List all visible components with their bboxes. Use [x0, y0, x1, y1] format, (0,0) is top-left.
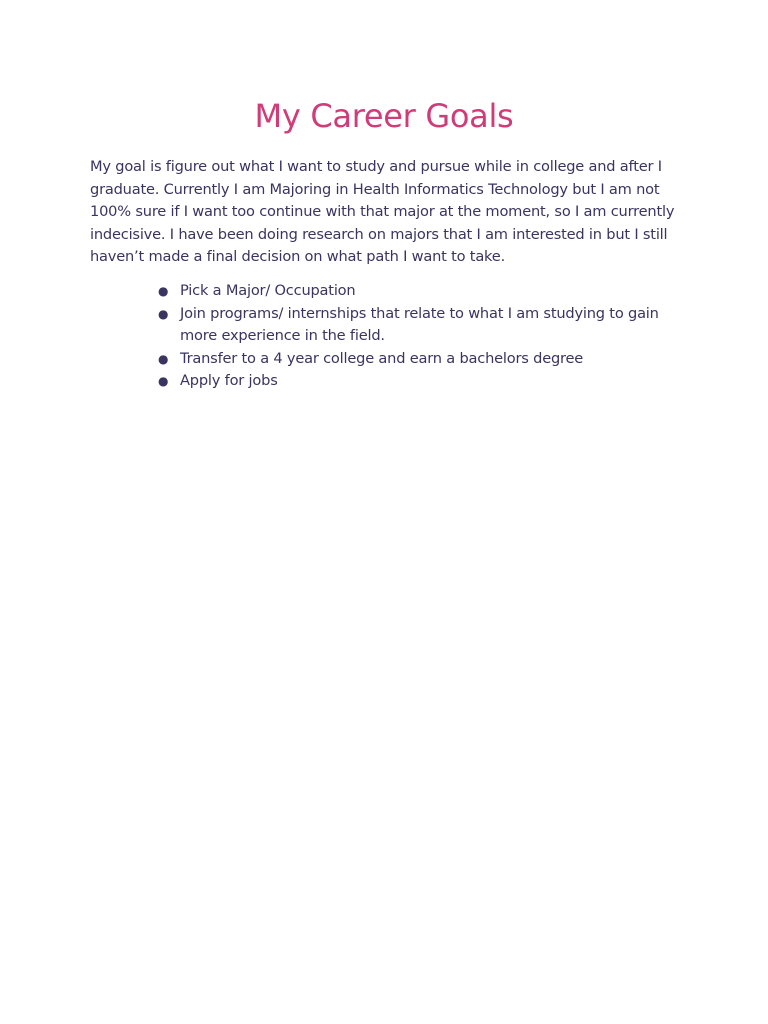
- list-item: [158, 280, 690, 303]
- list-item: [158, 370, 690, 393]
- goal-paragraph: My goal is figure out what I want to study and pursue while in college and after I graduate. Currently I am Majoring in Health Informatics Technology but I am not 100% sure if I want too continue with that major at the moment, so I am currently indecisive. I have been doing research on majors that I am interested in but I still haven’t made a final decision on what path I want to take.: [90, 158, 675, 265]
- bullet-icon: ●: [158, 374, 169, 388]
- goal-list: [158, 280, 690, 393]
- bullet-icon: ●: [158, 351, 169, 366]
- list-item: [158, 348, 690, 371]
- list-item: [158, 303, 690, 348]
- list-item-text: Join programs/ internships that relate to what I am studying to gain more experience in the field.: [180, 304, 659, 344]
- bullet-icon: ●: [158, 306, 169, 321]
- list-item-text: Apply for jobs: [180, 372, 278, 389]
- page-title: My Career Goals: [254, 97, 514, 135]
- list-item-text: Transfer to a 4 year college and earn a bachelors degree: [180, 349, 584, 367]
- list-item-text: Pick a Major/ Occupation: [180, 282, 356, 299]
- bullet-icon: ●: [158, 284, 169, 298]
